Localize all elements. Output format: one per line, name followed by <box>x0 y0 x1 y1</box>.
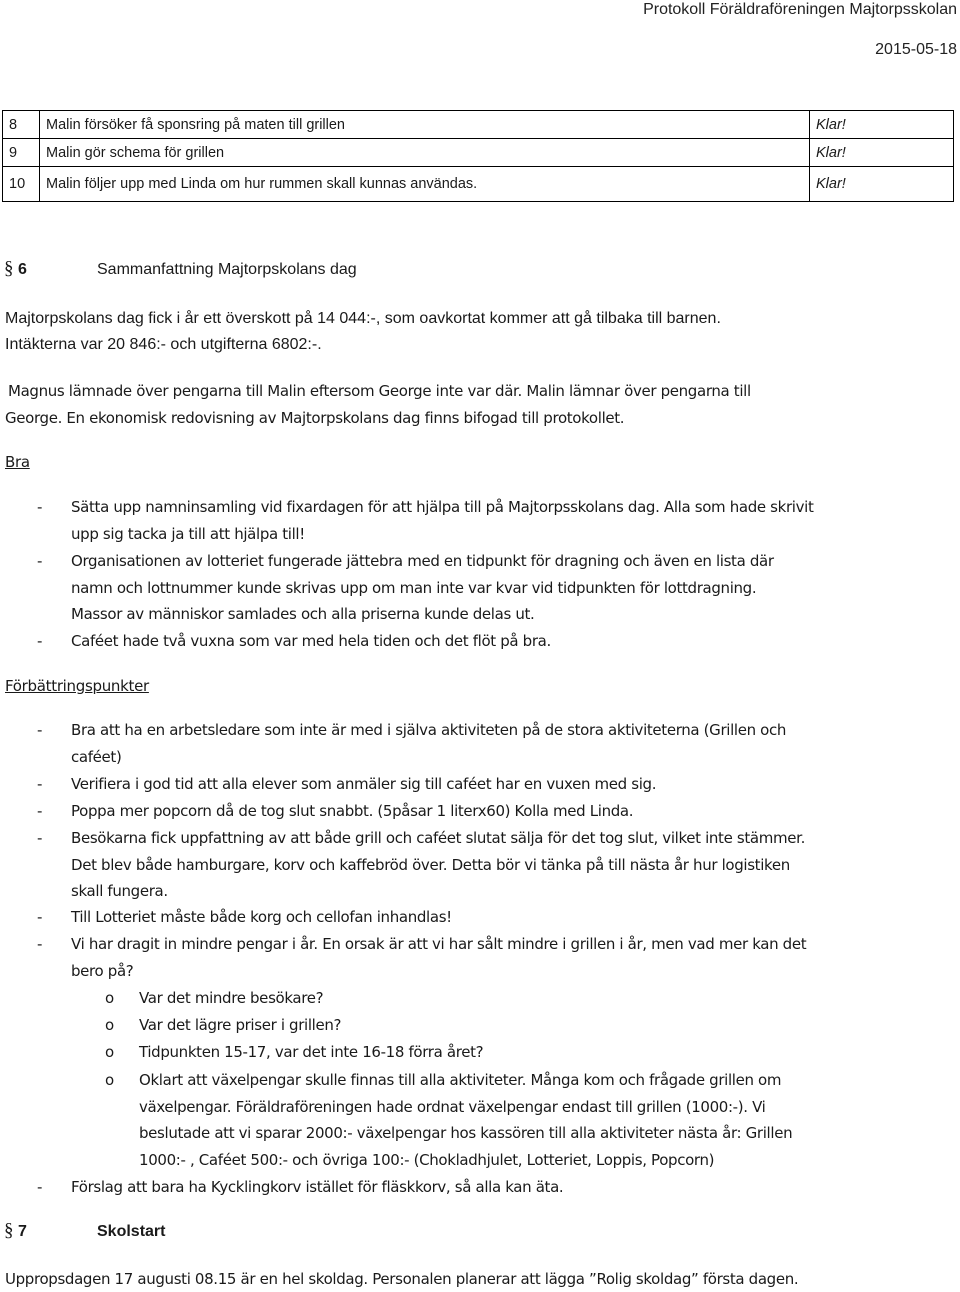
table-row <box>3 139 954 167</box>
sub-item-line: beslutade att vi sparar 2000:- växelpengar hos kassören till alla aktiviteter nästa år: Grillen <box>139 1124 793 1142</box>
list-dash: - <box>37 935 43 953</box>
sub-item-line: Var det mindre besökare? <box>139 989 324 1007</box>
task-status: Klar! <box>810 167 954 202</box>
section-number: 7 <box>18 1223 27 1240</box>
list-dash: - <box>37 802 43 820</box>
task-number: 8 <box>3 111 40 139</box>
list-item-line: Organisationen av lotteriet fungerade jättebra med en tidpunkt för dragning och även en lista där <box>71 552 774 570</box>
list-item-line: Sätta upp namninsamling vid fixardagen för att hjälpa till på Majtorpsskolans dag. Alla som hade skrivit <box>71 498 814 516</box>
summary-line: Majtorpskolans dag fick i år ett överskott på 14 044:-, som oavkortat kommer att gå tilbaka till barnen. <box>5 310 721 327</box>
list-dash: - <box>37 829 43 847</box>
list-dash: - <box>37 1178 43 1196</box>
sub-bullet: o <box>105 1016 115 1034</box>
sub-bullet: o <box>105 989 115 1007</box>
list-item-line: namn och lottnummer kunde skrivas upp om man inte var kvar vid tidpunkten för lottdragning. <box>71 579 757 597</box>
section-title: Skolstart <box>97 1223 166 1240</box>
section-title: Sammanfattning Majtorpskolans dag <box>97 261 357 278</box>
sub-bullet: o <box>105 1071 115 1089</box>
summary-line: George. En ekonomisk redovisning av Majtorpskolans dag finns bifogad till protokollet. <box>5 409 625 427</box>
list-dash: - <box>37 908 43 926</box>
sub-bullet: o <box>105 1043 115 1061</box>
list-item-line: caféet) <box>71 748 122 766</box>
list-dash: - <box>37 775 43 793</box>
sub-item-line: växelpengar. Föräldraföreningen hade ordnat växelpengar endast till grillen (1000:-). Vi <box>139 1098 766 1116</box>
task-number: 10 <box>3 167 40 202</box>
list-item-line: Vi har dragit in mindre pengar i år. En orsak är att vi har sålt mindre i grillen i år, men vad mer kan det <box>71 935 807 953</box>
task-status: Klar! <box>810 139 954 167</box>
list-item-line: Poppa mer popcorn då de tog slut snabbt. (5påsar 1 literx60) Kolla med Linda. <box>71 802 634 820</box>
list-dash: - <box>37 632 43 650</box>
task-table <box>2 110 954 202</box>
document-title: Protokoll Föräldraföreningen Majtorpsskolan <box>643 1 957 18</box>
list-dash: - <box>37 498 43 516</box>
list-item-line: upp sig tacka ja till att hjälpa till! <box>71 525 305 543</box>
list-item-line: Förslag att bara ha Kycklingkorv istället för fläskkorv, så alla kan äta. <box>71 1178 564 1196</box>
list-item-line: Verifiera i god tid att alla elever som anmäler sig till caféet har en vuxen med sig. <box>71 775 657 793</box>
list-item-line: bero på? <box>71 962 134 980</box>
document-date: 2015-05-18 <box>875 41 957 58</box>
task-number: 9 <box>3 139 40 167</box>
section-symbol: § <box>4 258 14 279</box>
list-item-line: Besökarna fick uppfattning av att både grill och caféet slutat sälja för det tog slut, vilket inte stämmer. <box>71 829 805 847</box>
sub-item-line: Tidpunkten 15-17, var det inte 16-18 förra året? <box>139 1043 484 1061</box>
table-row <box>3 111 954 139</box>
bra-heading: Bra <box>5 453 30 471</box>
table-row <box>3 167 954 202</box>
task-text: Malin följer upp med Linda om hur rummen skall kunnas användas. <box>40 167 810 202</box>
task-status: Klar! <box>810 111 954 139</box>
list-item-line: skall fungera. <box>71 882 168 900</box>
list-item-line: Massor av människor samlades och alla priserna kunde delas ut. <box>71 605 535 623</box>
section-symbol: § <box>4 1220 14 1241</box>
list-dash: - <box>37 552 43 570</box>
summary-line: Intäkterna var 20 846:- och utgifterna 6802:-. <box>5 336 322 353</box>
sub-item-line: Oklart att växelpengar skulle finnas till alla aktiviteter. Många kom och frågade grillen om <box>139 1071 782 1089</box>
list-item-line: Till Lotteriet måste både korg och cellofan inhandlas! <box>71 908 452 926</box>
list-item-line: Caféet hade två vuxna som var med hela tiden och det flöt på bra. <box>71 632 551 650</box>
schoolstart-paragraph: Uppropsdagen 17 augusti 08.15 är en hel skoldag. Personalen planerar att lägga ”Rolig skoldag” första dagen. <box>5 1270 799 1288</box>
improvements-heading: Förbättringspunkter <box>5 677 149 695</box>
list-dash: - <box>37 721 43 739</box>
list-item-line: Det blev både hamburgare, korv och kaffebröd över. Detta bör vi tänka på till nästa år hur logistiken <box>71 856 790 874</box>
task-text: Malin gör schema för grillen <box>40 139 810 167</box>
summary-line: Magnus lämnade över pengarna till Malin eftersom George inte var där. Malin lämnar över pengarna till <box>8 382 751 400</box>
task-text: Malin försöker få sponsring på maten till grillen <box>40 111 810 139</box>
sub-item-line: 1000:- , Caféet 500:- och övriga 100:- (Chokladhjulet, Lotteriet, Loppis, Popcorn) <box>139 1151 715 1169</box>
list-item-line: Bra att ha en arbetsledare som inte är med i själva aktiviteten på de stora aktiviteterna (Grillen och <box>71 721 787 739</box>
sub-item-line: Var det lägre priser i grillen? <box>139 1016 342 1034</box>
section-number: 6 <box>18 261 27 278</box>
